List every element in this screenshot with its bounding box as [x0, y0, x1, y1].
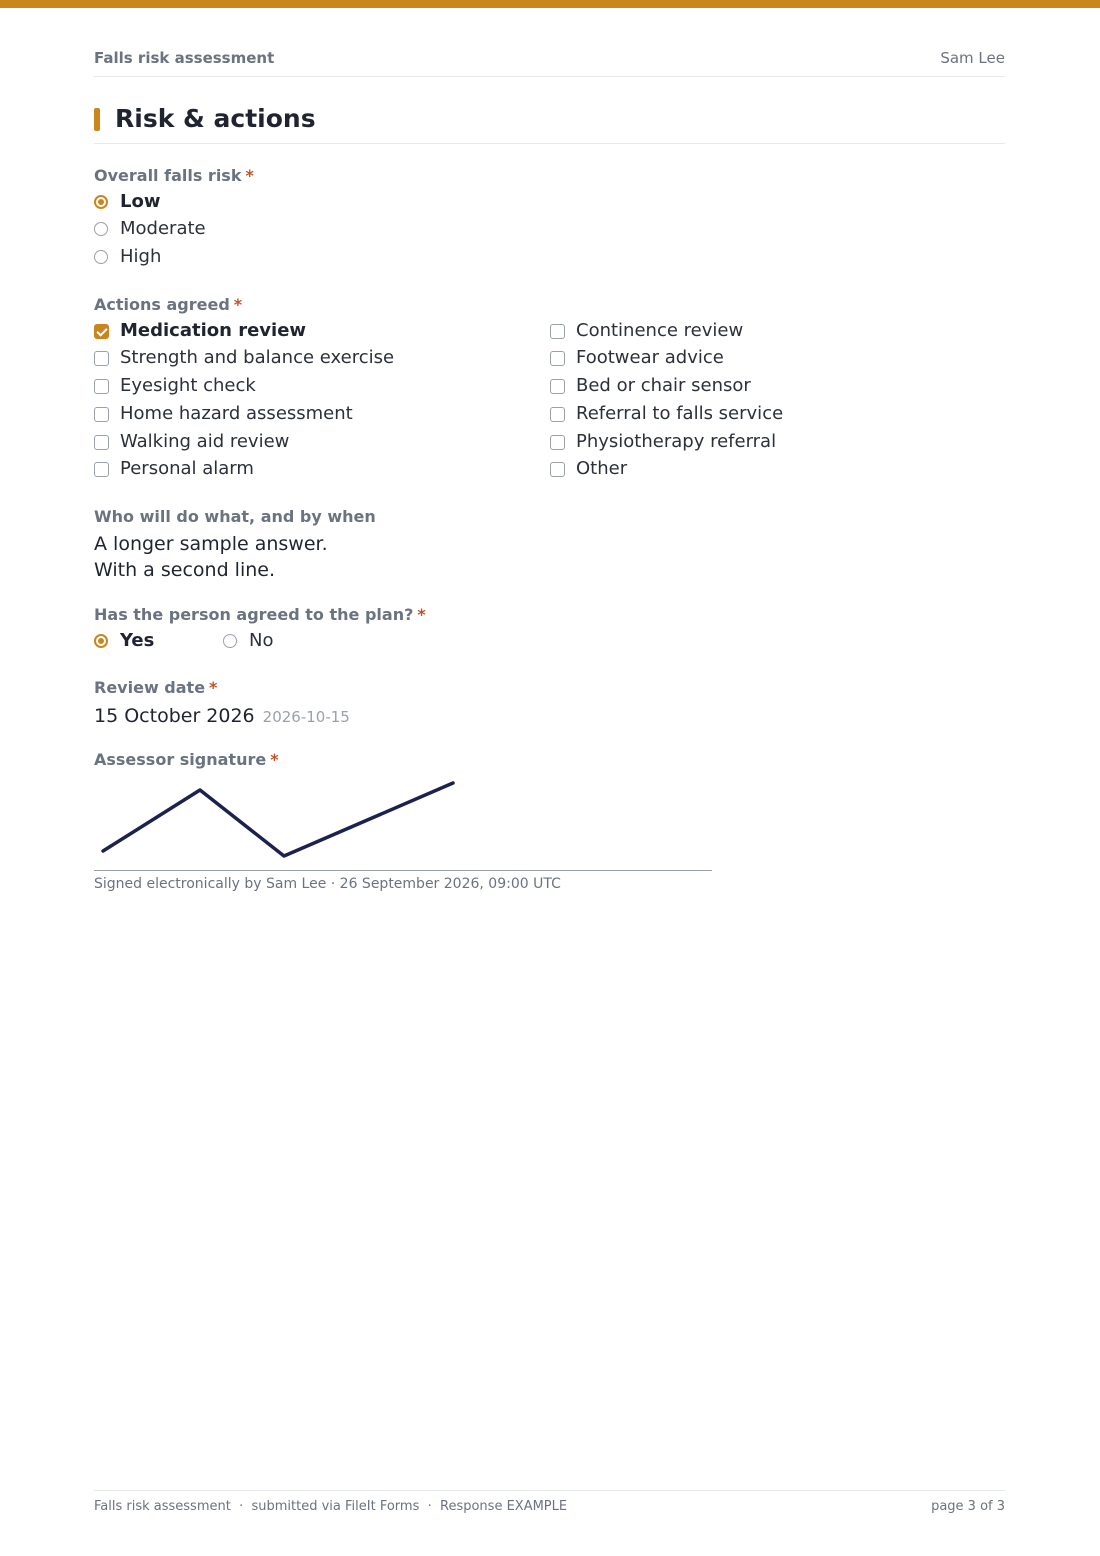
checkbox-icon[interactable] — [94, 379, 109, 394]
checkbox-icon[interactable] — [94, 462, 109, 477]
review-date-display: 15 October 2026 — [94, 705, 255, 727]
option-label: Home hazard assessment — [120, 403, 353, 424]
footer-info: Falls risk assessment · submitted via FileIt Forms · Response EXAMPLE — [94, 1499, 568, 1514]
page-footer — [94, 1490, 1005, 1521]
required-marker: * — [270, 750, 279, 769]
radio-unselected-icon[interactable] — [94, 222, 108, 236]
checkbox-icon[interactable] — [550, 379, 565, 394]
radio-selected-icon[interactable] — [94, 195, 108, 209]
option-label: Continence review — [576, 320, 744, 341]
option-label: Yes — [120, 630, 155, 651]
page-header — [94, 48, 1005, 77]
option-label: Other — [576, 458, 628, 479]
option-label: Personal alarm — [120, 458, 254, 479]
checkbox-icon[interactable] — [94, 407, 109, 422]
radio-selected-icon[interactable] — [94, 634, 108, 648]
section-accent-mark — [94, 108, 100, 131]
page-number: page 3 of 3 — [931, 1499, 1005, 1514]
required-marker: * — [233, 295, 243, 314]
checkbox-icon[interactable] — [550, 435, 565, 450]
option-label: Strength and balance exercise — [120, 347, 395, 368]
radio-unselected-icon[interactable] — [223, 634, 237, 648]
section-heading — [94, 104, 1005, 144]
who-what-when-label-text: Who will do what, and by when — [94, 507, 376, 526]
top-accent-bar — [0, 0, 1100, 8]
falls-risk-label — [94, 166, 254, 185]
checkbox-icon[interactable] — [94, 351, 109, 366]
actions-agreed-label — [94, 295, 242, 314]
signature-image — [94, 776, 474, 866]
signature-caption: Signed electronically by Sam Lee · 26 September 2026, 09:00 UTC — [94, 876, 561, 892]
option-label: Footwear advice — [576, 347, 724, 368]
checkbox-icon[interactable] — [94, 435, 109, 450]
review-date-value — [94, 703, 350, 730]
option-label: No — [249, 630, 274, 651]
checkbox-checked-icon[interactable] — [94, 324, 109, 339]
option-label: Physiotherapy referral — [576, 431, 777, 452]
required-marker: * — [417, 605, 426, 624]
section-title: Risk & actions — [115, 104, 316, 133]
falls-risk-label-text: Overall falls risk — [94, 166, 242, 185]
checkbox-icon[interactable] — [550, 462, 565, 477]
option-label: Eyesight check — [120, 375, 256, 396]
who-what-when-label — [94, 507, 376, 526]
option-label: Moderate — [120, 218, 206, 239]
who-what-when-answer — [94, 531, 328, 583]
checkbox-icon[interactable] — [550, 407, 565, 422]
required-marker: * — [209, 678, 218, 697]
agreed-label-text: Has the person agreed to the plan? — [94, 605, 414, 624]
answer-line: A longer sample answer. — [94, 533, 328, 555]
option-label: Medication review — [120, 320, 307, 341]
signature-line — [94, 870, 712, 871]
option-label: Referral to falls service — [576, 403, 784, 424]
signature-label — [94, 750, 279, 769]
header-user-name: Sam Lee — [940, 49, 1005, 67]
option-label: Low — [120, 191, 161, 212]
checkbox-icon[interactable] — [550, 351, 565, 366]
review-date-iso: 2026-10-15 — [262, 708, 350, 726]
signature-label-text: Assessor signature — [94, 750, 267, 769]
required-marker: * — [245, 166, 254, 185]
actions-agreed-label-text: Actions agreed — [94, 295, 230, 314]
review-date-label-text: Review date — [94, 678, 206, 697]
option-label: High — [120, 246, 162, 267]
answer-line: With a second line. — [94, 559, 275, 581]
option-label: Walking aid review — [120, 431, 290, 452]
radio-unselected-icon[interactable] — [94, 250, 108, 264]
document-title: Falls risk assessment — [94, 49, 275, 67]
review-date-label — [94, 678, 217, 697]
checkbox-icon[interactable] — [550, 324, 565, 339]
agreed-label — [94, 605, 426, 624]
option-label: Bed or chair sensor — [576, 375, 751, 396]
